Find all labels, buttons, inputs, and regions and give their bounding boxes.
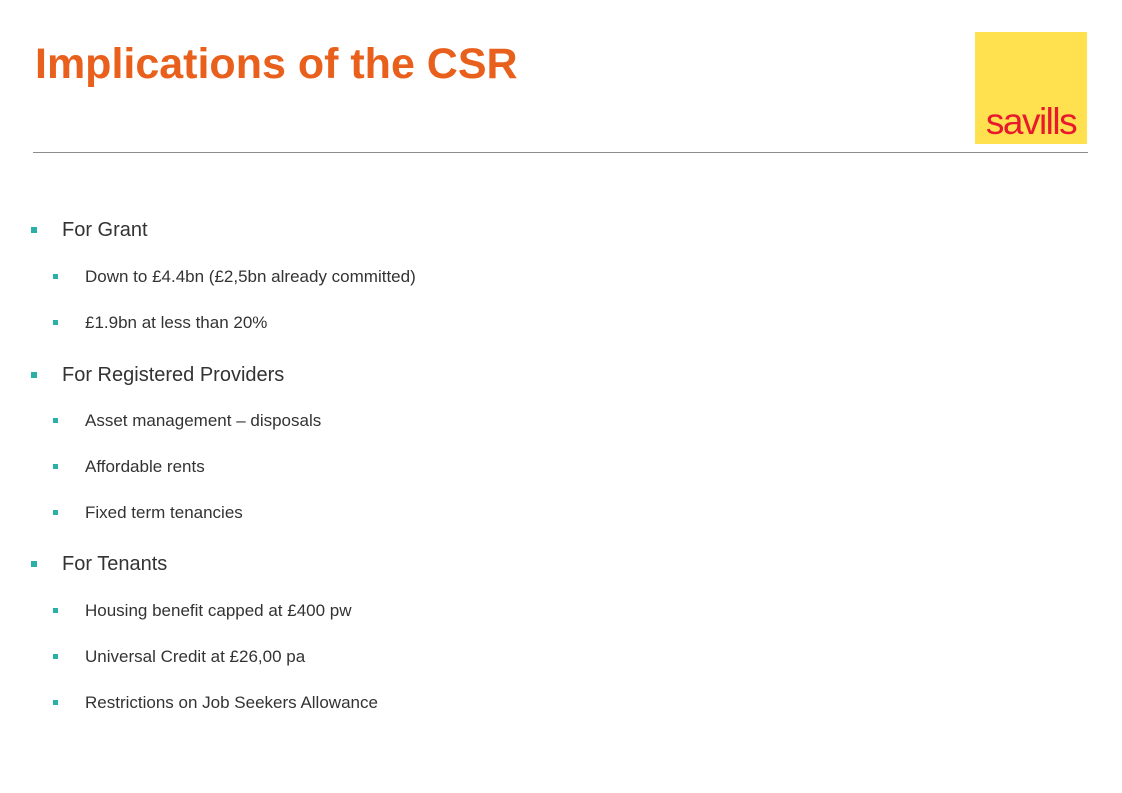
sub-bullet-text: Down to £4.4bn (£2,5bn already committed) (85, 267, 416, 286)
square-bullet-icon (53, 510, 58, 515)
square-bullet-icon (31, 227, 37, 233)
square-bullet-icon (53, 608, 58, 613)
page-title: Implications of the CSR (35, 40, 518, 88)
sub-bullet-text: Restrictions on Job Seekers Allowance (85, 693, 378, 712)
title-divider (33, 152, 1088, 153)
sub-bullet-text: Fixed term tenancies (85, 503, 243, 522)
square-bullet-icon (53, 320, 58, 325)
sub-bullet-text: Asset management – disposals (85, 411, 322, 430)
bullet-label: For Tenants (62, 553, 168, 575)
sub-bullet-text: Affordable rents (85, 457, 205, 476)
savills-logo-text: savills (985, 101, 1077, 142)
sub-bullet-text: Universal Credit at £26,00 pa (85, 647, 306, 666)
square-bullet-icon (53, 464, 58, 469)
square-bullet-icon (31, 372, 37, 378)
bullet-label: For Grant (62, 219, 148, 241)
square-bullet-icon (53, 274, 58, 279)
savills-logo-graphic (975, 32, 1087, 144)
bullet-label: For Registered Providers (62, 364, 285, 386)
square-bullet-icon (53, 700, 58, 705)
square-bullet-icon (31, 561, 37, 567)
savills-logo (975, 32, 1087, 144)
sub-bullet-text: Housing benefit capped at £400 pw (85, 601, 352, 620)
square-bullet-icon (53, 418, 58, 423)
square-bullet-icon (53, 654, 58, 659)
sub-bullet-text: £1.9bn at less than 20% (85, 313, 268, 332)
